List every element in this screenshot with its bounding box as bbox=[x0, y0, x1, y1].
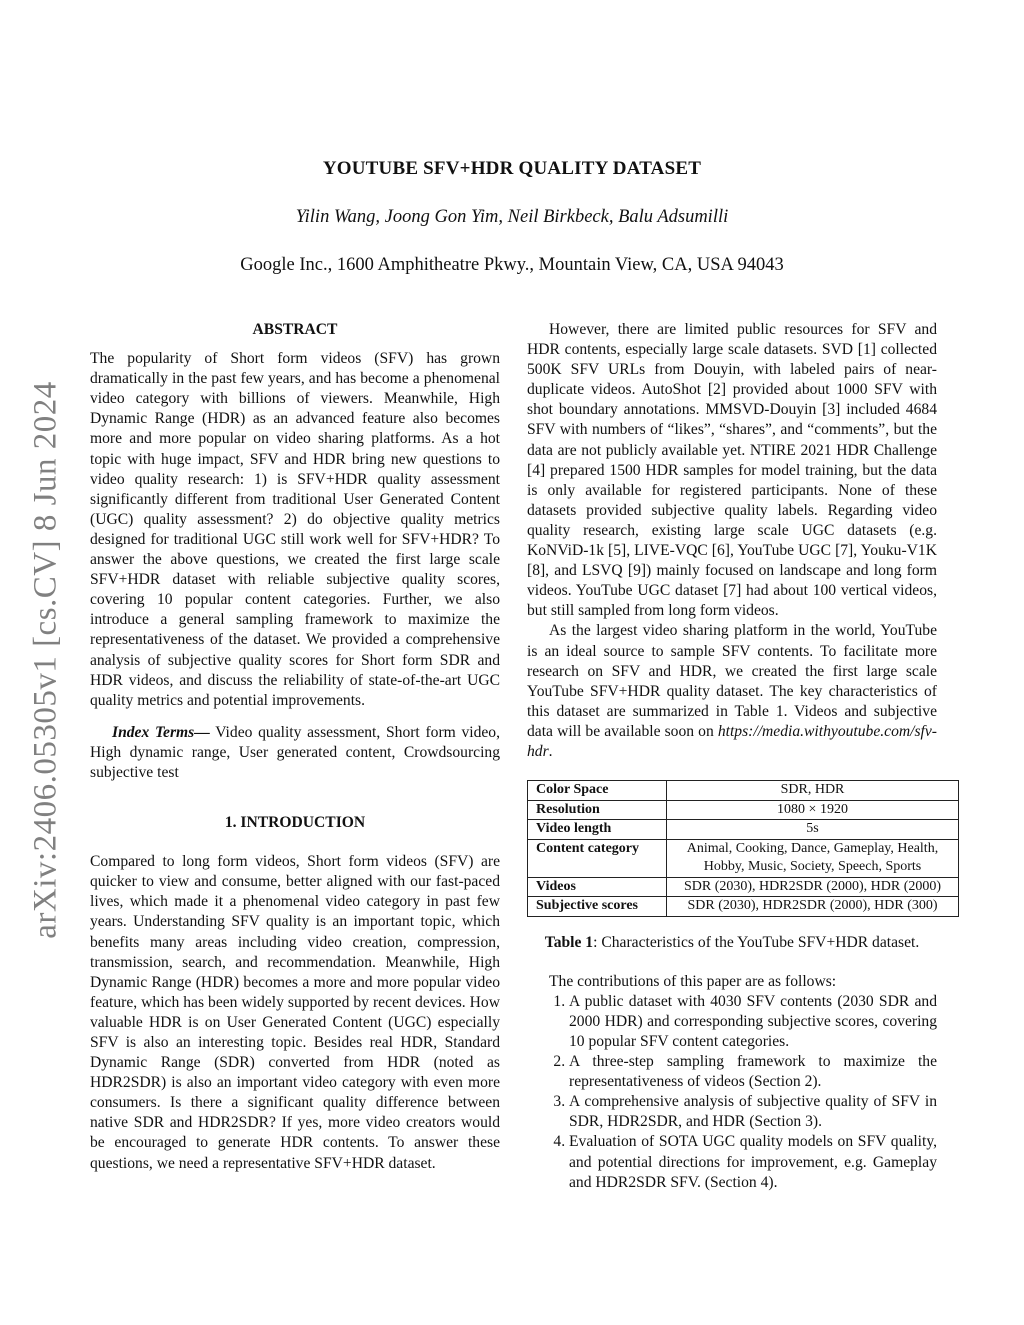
youtube-paragraph bbox=[527, 621, 937, 762]
resources-paragraph: However, there are limited public resources for SFV and HDR contents, especially large scale datasets. SVD [1] collected 500K SFV URLs from Douyin, with labeled pairs of near-duplicate videos. AutoShot [2] provided about 1000 SFV with shot boundary annotations. MMSVD-Douyin [3] included 4684 SFV with numbers of “likes”, “shares”, and “comments”, but the data are not publicly available yet. NTIRE 2021 HDR Challenge [4] prepared 1500 HDR samples for model training, but the data is only available for registered participants. None of these datasets provided subjective quality labels. Regarding video quality research, existing large scale UGC datasets (e.g. KoNViD-1k [5], LIVE-VQC [6], YouTube UGC [7], Youku-V1K [8], and LSVQ [9]) mainly focused on landscape and long form videos. YouTube UGC dataset [7] had about 100 vertical videos, but still sampled from long form videos. bbox=[527, 321, 937, 620]
table-value: SDR (2030), HDR2SDR (2000), HDR (300) bbox=[667, 897, 959, 917]
paper-authors: Yilin Wang, Joong Gon Yim, Neil Birkbeck, Balu Adsumilli bbox=[295, 207, 729, 227]
introduction-paragraph: Compared to long form videos, Short form videos (SFV) are quicker to view and consume, better aligned with our fast-paced lives, which made it a phenomenal video category in past few years. Understanding SFV quality is an important topic, which benefits many areas including video creation, compression, transmission, search, and recommendation. Meanwhile, High Dynamic Range (HDR) becomes a more and more popular video feature, which has been widely supported by recent devices. How valuable HDR is on User Generated Content (UGC) especially SFV is also an interesting topic. Besides real HDR, Standard Dynamic Range (SDR) converted from HDR (noted as HDR2SDR) is also an important video category with even more consumers. Is there a significant quality difference between native SDR and HDR2SDR? If yes, more video creators would be encouraged to generate HDR contents. To answer these questions, we need a representative SFV+HDR dataset. bbox=[90, 853, 500, 1172]
table-value: 1080 × 1920 bbox=[667, 800, 959, 820]
table-key: Color Space bbox=[528, 781, 667, 801]
dataset-url[interactable]: https://media.withyoutube.com/sfv-hdr bbox=[527, 722, 937, 760]
introduction-heading: 1. INTRODUCTION bbox=[224, 814, 366, 832]
table-key: Resolution bbox=[528, 800, 667, 820]
table-row bbox=[528, 820, 959, 840]
paper-title: YOUTUBE SFV+HDR QUALITY DATASET bbox=[322, 158, 702, 179]
arxiv-stamp bbox=[16, 360, 76, 960]
table-row bbox=[528, 877, 959, 897]
list-item: 1. A public dataset with 4030 SFV contents (2030 SDR and 2000 HDR) and corresponding subjective scores, covering 10 popular SFV content categories. bbox=[569, 992, 937, 1052]
left-column bbox=[90, 320, 500, 1174]
right-column bbox=[527, 320, 942, 1193]
table-key: Videos bbox=[528, 877, 667, 897]
abstract-text: The popularity of Short form videos (SFV) has grown dramatically in the past few years, and has become a phenomenal video category with billions of viewers. Meanwhile, High Dynamic Range (HDR) as an advanced feature also becomes more and more popular on video sharing platforms. As a hot topic with huge impact, SFV and HDR bring new questions to video quality research: 1) is SFV+HDR quality assessment significantly different from traditional User Generated Content (UGC) quality assessment? 2) do objective quality metrics designed for traditional UGC still work well for SFV+HDR? To answer the above questions, we created the first large scale SFV+HDR dataset with reliable subjective quality scores, covering 10 popular content categories. Further, we also introduce a general sampling framework to maximize the representativeness of the dataset. We provided a comprehensive analysis of subjective quality scores for Short form SDR and HDR videos, and discuss the reliability of state-of-the-art UGC quality metrics and potential improvements. bbox=[90, 350, 500, 709]
table-value: 5s bbox=[667, 820, 959, 840]
abstract-heading: ABSTRACT bbox=[252, 321, 338, 338]
list-item: 4. Evaluation of SOTA UGC quality models on SFV quality, and potential directions for improvement, e.g. Gameplay and HDR2SDR SFV. (Section 4). bbox=[569, 1132, 937, 1192]
youtube-paragraph-text: As the largest video sharing platform in the world, YouTube is an ideal source to sample SFV contents. To facilitate more research on SFV and HDR, we created the first large scale YouTube SFV+HDR quality dataset. The key characteristics of this dataset are summarized in Table 1. Videos and subjective data will be available soon on bbox=[527, 622, 937, 740]
table-row bbox=[528, 839, 959, 877]
table-value: SDR (2030), HDR2SDR (2000), HDR (2000) bbox=[667, 877, 959, 897]
table-caption-text: : Characteristics of the YouTube SFV+HDR dataset. bbox=[593, 933, 920, 951]
list-item: 2. A three-step sampling framework to maximize the representativeness of videos (Section 2). bbox=[569, 1052, 937, 1092]
table-caption bbox=[527, 933, 937, 953]
index-terms bbox=[90, 723, 500, 783]
paper-affiliation: Google Inc., 1600 Amphitheatre Pkwy., Mountain View, CA, USA 94043 bbox=[240, 255, 784, 275]
table-key: Content category bbox=[528, 839, 667, 877]
table-value: SDR, HDR bbox=[667, 781, 959, 801]
table-value: Animal, Cooking, Dance, Gameplay, Health, Hobby, Music, Society, Speech, Sports bbox=[667, 839, 959, 877]
list-item: 3. A comprehensive analysis of subjective quality of SFV in SDR, HDR2SDR, and HDR (Section 3). bbox=[569, 1092, 937, 1132]
table-row bbox=[528, 897, 959, 917]
table-caption-label: Table 1 bbox=[544, 933, 594, 951]
arxiv-id: arXiv:2406.05305v1 [cs.CV] 8 Jun 2024 bbox=[27, 381, 64, 939]
table-key: Video length bbox=[528, 820, 667, 840]
table-key: Subjective scores bbox=[528, 897, 667, 917]
table-row bbox=[528, 800, 959, 820]
characteristics-table bbox=[527, 780, 959, 917]
url-suffix: . bbox=[548, 742, 553, 760]
contributions-list bbox=[527, 992, 937, 1193]
table-row bbox=[528, 781, 959, 801]
contributions-intro: The contributions of this paper are as follows: bbox=[549, 972, 837, 990]
index-terms-text: Video quality assessment, Short form video, High dynamic range, User generated content, Crowdsourcing subjective test bbox=[90, 723, 500, 781]
index-terms-label: Index Terms— bbox=[112, 723, 210, 741]
